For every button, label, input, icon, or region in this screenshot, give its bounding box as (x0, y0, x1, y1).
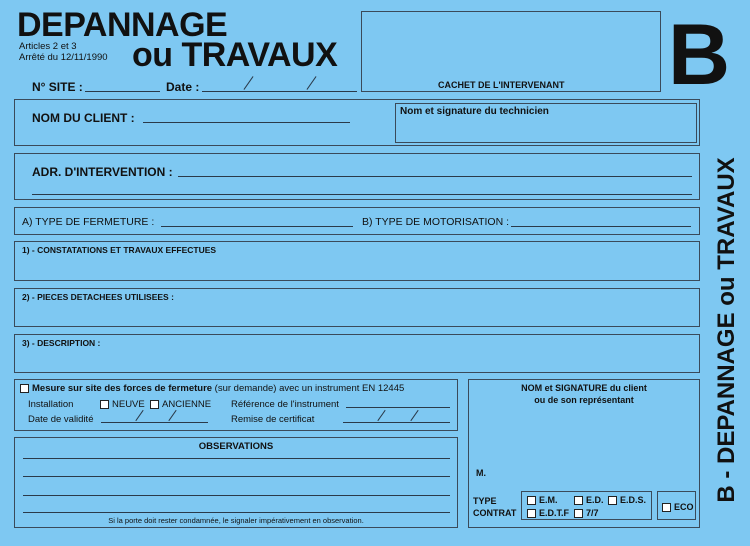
option-eco[interactable] (662, 502, 694, 512)
observations-footer: Si la porte doit rester condamnée, le signaler impérativement en observation. (108, 516, 364, 525)
validite-field[interactable] (101, 422, 208, 423)
type-fermeture-field[interactable] (161, 226, 353, 227)
ancienne-option[interactable] (150, 399, 211, 410)
type-label: TYPE (473, 496, 497, 506)
constatations-label: 1) - CONSTATATIONS ET TRAVAUX EFFECTUES (22, 245, 217, 255)
date-label: Date : (166, 80, 200, 94)
ancienne-checkbox[interactable] (150, 400, 159, 409)
edtf-checkbox[interactable] (527, 509, 536, 518)
arrete-text: Arrêté du 12/11/1990 (19, 52, 108, 63)
m-label: M. (476, 468, 486, 478)
title-depannage: DEPANNAGE (17, 6, 228, 44)
type-motorisation-label: B) TYPE DE MOTORISATION : (362, 216, 510, 228)
date-field[interactable] (202, 91, 357, 92)
client-field[interactable] (143, 122, 350, 123)
remise-field[interactable] (343, 422, 450, 423)
ed-label: E.D. (586, 495, 604, 505)
em-checkbox[interactable] (527, 496, 536, 505)
type-motorisation-field[interactable] (511, 226, 691, 227)
address-field-1[interactable] (178, 176, 692, 177)
technician-label: Nom et signature du technicien (400, 106, 549, 117)
validite-label: Date de validité (28, 414, 94, 425)
stamp-label: CACHET DE L'INTERVENANT (438, 80, 565, 90)
neuve-option[interactable] (100, 399, 145, 410)
neuve-checkbox[interactable] (100, 400, 109, 409)
observation-line[interactable] (23, 512, 450, 513)
contrat-label: CONTRAT (473, 508, 517, 518)
eds-checkbox[interactable] (608, 496, 617, 505)
client-signature-title-2: ou de son représentant (534, 395, 634, 405)
neuve-label: NEUVE (112, 399, 145, 410)
observations-title: OBSERVATIONS (198, 441, 274, 452)
client-label: NOM DU CLIENT : (32, 111, 135, 125)
description-section[interactable] (14, 334, 700, 373)
side-banner: B - DEPANNAGE ou TRAVAUX (713, 157, 740, 503)
edtf-label: E.D.T.F (539, 508, 570, 518)
client-signature-title-1: NOM et SIGNATURE du client (521, 383, 647, 393)
big-letter-b: B (668, 7, 730, 103)
77-checkbox[interactable] (574, 509, 583, 518)
remise-label: Remise de certificat (231, 414, 315, 425)
type-fermeture-label: A) TYPE DE FERMETURE : (22, 216, 155, 228)
option-ed[interactable] (574, 495, 604, 505)
ancienne-label: ANCIENNE (162, 399, 212, 410)
observation-line[interactable] (23, 495, 450, 496)
em-label: E.M. (539, 495, 558, 505)
measure-title-rest: (sur demande) avec un instrument EN 12445 (212, 383, 405, 394)
observation-line[interactable] (23, 476, 450, 477)
reference-label: Référence de l'instrument (231, 399, 339, 410)
eco-label: ECO (674, 502, 694, 512)
ed-checkbox[interactable] (574, 496, 583, 505)
eds-label: E.D.S. (620, 495, 647, 505)
articles-text: Articles 2 et 3 (19, 41, 77, 52)
observation-line[interactable] (23, 458, 450, 459)
eco-checkbox[interactable] (662, 503, 671, 512)
measure-title (20, 383, 404, 394)
option-eds[interactable] (608, 495, 646, 505)
address-field-2[interactable] (32, 194, 692, 195)
reference-field[interactable] (346, 407, 450, 408)
option-77[interactable] (574, 508, 599, 518)
description-label: 3) - DESCRIPTION : (22, 338, 101, 348)
measure-checkbox[interactable] (20, 384, 29, 393)
installation-label: Installation (28, 399, 74, 410)
77-label: 7/7 (586, 508, 599, 518)
address-label: ADR. D'INTERVENTION : (32, 165, 173, 179)
measure-title-bold: Mesure sur site des forces de fermeture (32, 383, 213, 394)
option-edtf[interactable] (527, 508, 569, 518)
option-em[interactable] (527, 495, 558, 505)
date-separator (244, 76, 254, 90)
title-ou-travaux: ou TRAVAUX (132, 36, 338, 74)
site-field[interactable] (85, 91, 160, 92)
pieces-label: 2) - PIECES DETACHEES UTILISEES : (22, 292, 174, 302)
date-separator (307, 76, 317, 90)
site-label: N° SITE : (32, 80, 83, 94)
